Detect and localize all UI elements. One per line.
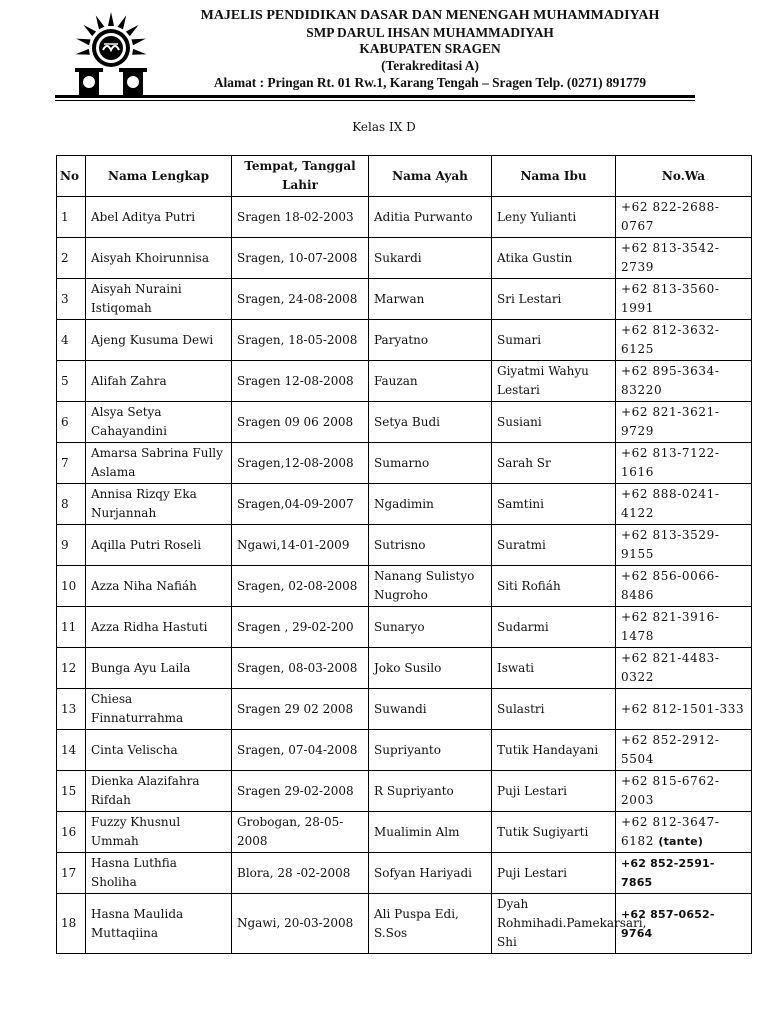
cell-no-text: 6 — [61, 414, 69, 429]
cell-birth — [232, 279, 369, 320]
cell-name-text: Amarsa Sabrina Fully Aslama — [91, 446, 223, 479]
cell-whatsapp-text: +62 856-0066-8486 — [621, 569, 720, 602]
cell-whatsapp-text: +62 821-4483-0322 — [621, 651, 720, 684]
cell-name — [86, 443, 232, 484]
cell-whatsapp-text: +62 813-3560-1991 — [621, 282, 720, 315]
cell-whatsapp — [616, 279, 752, 320]
cell-birth — [232, 320, 369, 361]
cell-no-text: 11 — [61, 619, 77, 634]
cell-no — [57, 689, 86, 730]
cell-name-text: Cinta Velischa — [91, 742, 178, 757]
cell-mother — [492, 484, 616, 525]
cell-name-text: Aisyah Khoirunnisa — [91, 250, 209, 265]
cell-mother-text: Samtini — [497, 496, 544, 511]
cell-no — [57, 730, 86, 771]
cell-no — [57, 853, 86, 894]
cell-father — [369, 443, 492, 484]
cell-whatsapp — [616, 197, 752, 238]
cell-no-text: 9 — [61, 537, 69, 552]
header-birth: Tempat, Tanggal Lahir — [232, 156, 369, 197]
cell-father-text: Sutrisno — [374, 537, 426, 552]
cell-birth — [232, 484, 369, 525]
header-name: Nama Lengkap — [86, 156, 232, 197]
class-title: Kelas IX D — [352, 120, 416, 134]
cell-father — [369, 279, 492, 320]
cell-father — [369, 894, 492, 954]
cell-father — [369, 853, 492, 894]
cell-birth — [232, 894, 369, 954]
table-row — [57, 238, 752, 279]
cell-birth-text: Ngawi, 20-03-2008 — [237, 916, 354, 930]
cell-whatsapp — [616, 238, 752, 279]
cell-birth — [232, 238, 369, 279]
table-row — [57, 689, 752, 730]
cell-father-text: Paryatno — [374, 332, 429, 347]
cell-whatsapp — [616, 648, 752, 689]
cell-father-text: Joko Susilo — [374, 660, 442, 675]
cell-mother-text: Dyah Rohmihadi.Pamekarsari, Shi — [497, 897, 647, 949]
cell-birth — [232, 730, 369, 771]
header-no: No — [57, 156, 86, 197]
cell-father-text: Supriyanto — [374, 742, 441, 757]
cell-no — [57, 320, 86, 361]
cell-name-text: Alifah Zahra — [91, 373, 167, 388]
cell-mother-text: Leny Yulianti — [497, 209, 577, 224]
cell-father-text: Setya Budi — [374, 414, 440, 429]
cell-mother — [492, 894, 647, 954]
cell-birth-text: Sragen , 29-02-200 — [237, 619, 354, 634]
cell-mother — [492, 689, 616, 730]
cell-father — [369, 730, 492, 771]
cell-whatsapp-text: +62 822-2688-0767 — [621, 200, 720, 233]
cell-birth — [232, 566, 369, 607]
cell-name-text: Dienka Alazifahra Rifdah — [91, 774, 200, 807]
cell-father — [369, 361, 492, 402]
cell-no — [57, 894, 86, 954]
cell-father-text: Ngadimin — [374, 496, 434, 511]
cell-whatsapp-text: +62 812-3647-6182 — [621, 815, 720, 848]
cell-whatsapp-text: +62 852-2912-5504 — [621, 733, 720, 766]
cell-birth-text: Sragen, 08-03-2008 — [237, 660, 358, 675]
cell-mother-text: Sarah Sr — [497, 455, 551, 470]
cell-no-text: 4 — [61, 332, 69, 347]
cell-father-text: Mualimin Alm — [374, 824, 460, 839]
cell-no — [57, 566, 86, 607]
cell-whatsapp — [616, 484, 752, 525]
cell-name-text: Bunga Ayu Laila — [91, 660, 191, 675]
cell-birth-text: Sragen, 07-04-2008 — [237, 742, 358, 757]
cell-no — [57, 525, 86, 566]
cell-father — [369, 238, 492, 279]
cell-father-text: Nanang Sulistyo Nugroho — [374, 569, 475, 602]
cell-birth — [232, 361, 369, 402]
cell-name — [86, 197, 232, 238]
cell-no-text: 12 — [61, 660, 77, 675]
cell-birth-text: Ngawi,14-01-2009 — [237, 537, 350, 552]
cell-name — [86, 484, 232, 525]
cell-birth — [232, 812, 369, 853]
cell-whatsapp — [616, 894, 752, 954]
table-row — [57, 279, 752, 320]
cell-name — [86, 689, 232, 730]
cell-whatsapp — [616, 853, 752, 894]
cell-birth — [232, 402, 369, 443]
cell-name-text: Azza Ridha Hastuti — [91, 619, 208, 634]
header-regency: KABUPATEN SRAGEN — [359, 41, 501, 56]
cell-name — [86, 238, 232, 279]
cell-birth — [232, 648, 369, 689]
cell-birth-text: Sragen 29-02-2008 — [237, 783, 354, 798]
cell-birth-text: Sragen, 02-08-2008 — [237, 578, 358, 593]
cell-whatsapp — [616, 689, 752, 730]
cell-birth-text: Sragen 12-08-2008 — [237, 373, 354, 388]
table-row — [57, 320, 752, 361]
cell-mother-text: Sumari — [497, 332, 542, 347]
cell-mother-text: Sudarmi — [497, 619, 549, 634]
cell-name — [86, 812, 232, 853]
table-row — [57, 197, 752, 238]
cell-birth-text: Sragen, 18-05-2008 — [237, 332, 358, 347]
cell-mother-text: Tutik Sugiyarti — [497, 824, 589, 839]
cell-whatsapp-text: +62 815-6762-2003 — [621, 774, 720, 807]
student-table — [56, 155, 752, 954]
table-row — [57, 894, 752, 954]
header-accreditation: (Terakreditasi A) — [381, 58, 479, 73]
cell-mother — [492, 648, 616, 689]
cell-no — [57, 238, 86, 279]
cell-mother — [492, 320, 616, 361]
table-row — [57, 402, 752, 443]
cell-no-text: 8 — [61, 496, 69, 511]
cell-name — [86, 566, 232, 607]
cell-no-text: 15 — [61, 783, 77, 798]
cell-birth — [232, 689, 369, 730]
table-row — [57, 812, 752, 853]
cell-name-text: Chiesa Finnaturrahma — [91, 692, 184, 725]
cell-name — [86, 320, 232, 361]
cell-birth-text: Sragen 18-02-2003 — [237, 209, 354, 224]
cell-father — [369, 771, 492, 812]
cell-birth — [232, 853, 369, 894]
cell-name — [86, 894, 232, 954]
cell-name — [86, 361, 232, 402]
header-address: Alamat : Pringan Rt. 01 Rw.1, Karang Tengah – Sragen Telp. (0271) 891779 — [213, 75, 647, 90]
cell-whatsapp — [616, 730, 752, 771]
cell-name-text: Abel Aditya Putri — [91, 209, 196, 224]
cell-father-text: Ali Puspa Edi, S.Sos — [374, 906, 459, 940]
cell-no — [57, 361, 86, 402]
table-body — [57, 197, 752, 954]
cell-mother — [492, 402, 616, 443]
cell-mother-text: Sri Lestari — [497, 291, 562, 306]
cell-mother — [492, 525, 616, 566]
cell-whatsapp — [616, 771, 752, 812]
cell-no-text: 5 — [61, 373, 69, 388]
cell-name-text: Fuzzy Khusnul Ummah — [91, 815, 181, 848]
cell-whatsapp-text: +62 813-3542-2739 — [621, 241, 720, 274]
cell-no-text: 18 — [61, 916, 77, 930]
cell-birth — [232, 607, 369, 648]
cell-whatsapp — [616, 361, 752, 402]
cell-whatsapp — [616, 402, 752, 443]
cell-mother-text: Siti Rofiáh — [497, 578, 561, 593]
cell-no-text: 13 — [61, 701, 77, 716]
table-row — [57, 853, 752, 894]
cell-mother-text: Tutik Handayani — [497, 742, 599, 757]
cell-mother — [492, 361, 616, 402]
cell-name — [86, 279, 232, 320]
cell-whatsapp-text: +62 888-0241-4122 — [621, 487, 720, 520]
cell-no — [57, 771, 86, 812]
cell-whatsapp — [616, 525, 752, 566]
cell-whatsapp-text: +62 895-3634-83220 — [621, 364, 720, 397]
cell-whatsapp-text: +62 857-0652-9764 — [621, 907, 715, 940]
cell-father-text: Sumarno — [374, 455, 430, 470]
cell-birth-text: Sragen,04-09-2007 — [237, 496, 354, 511]
cell-father — [369, 689, 492, 730]
cell-no-text: 10 — [61, 578, 77, 593]
cell-father — [369, 402, 492, 443]
cell-birth-text: Sragen 09 06 2008 — [237, 414, 354, 429]
cell-name-text: Ajeng Kusuma Dewi — [91, 332, 214, 347]
cell-no — [57, 607, 86, 648]
cell-name — [86, 648, 232, 689]
table-row — [57, 484, 752, 525]
cell-mother — [492, 279, 616, 320]
cell-whatsapp-text: +62 821-3916-1478 — [621, 610, 720, 643]
cell-mother-text: Giyatmi Wahyu Lestari — [497, 364, 589, 397]
cell-whatsapp-text: +62 812-3632-6125 — [621, 323, 720, 356]
cell-whatsapp — [616, 320, 752, 361]
table-header-row — [57, 156, 752, 197]
cell-father — [369, 566, 492, 607]
cell-mother-text: Atika Gustin — [497, 250, 573, 265]
cell-birth — [232, 197, 369, 238]
header-father: Nama Ayah — [369, 156, 492, 197]
cell-mother — [492, 238, 616, 279]
cell-name-text: Azza Niha Nafiáh — [91, 578, 197, 593]
cell-whatsapp-text: +62 852-2591-7865 — [621, 857, 715, 889]
cell-name — [86, 607, 232, 648]
cell-name-text: Aqilla Putri Roseli — [91, 537, 202, 552]
cell-no — [57, 279, 86, 320]
cell-name — [86, 771, 232, 812]
header-organization: MAJELIS PENDIDIKAN DASAR DAN MENENGAH MUHAMMADIYAH — [200, 8, 660, 23]
whatsapp-note: (tante) — [658, 835, 704, 848]
cell-father-text: Aditia Purwanto — [374, 209, 473, 224]
cell-birth-text: Sragen, 24-08-2008 — [237, 291, 358, 306]
cell-name — [86, 525, 232, 566]
cell-father-text: Sukardi — [374, 250, 422, 265]
cell-no — [57, 648, 86, 689]
cell-birth-text: Blora, 28 -02-2008 — [237, 865, 351, 880]
cell-whatsapp-text: +62 812-1501-333 — [621, 701, 745, 716]
cell-father — [369, 648, 492, 689]
cell-father — [369, 320, 492, 361]
header-whatsapp: No.Wa — [616, 156, 752, 197]
cell-whatsapp — [616, 812, 752, 853]
header-rule-thick — [55, 95, 695, 98]
cell-father — [369, 607, 492, 648]
cell-mother — [492, 730, 616, 771]
cell-no-text: 2 — [61, 250, 69, 265]
cell-father-text: R Supriyanto — [374, 783, 454, 798]
cell-name — [86, 730, 232, 771]
cell-no — [57, 197, 86, 238]
cell-mother-text: Iswati — [497, 660, 534, 675]
cell-birth-text: Grobogan, 28-05-2008 — [237, 815, 344, 848]
cell-birth — [232, 771, 369, 812]
cell-name-text: Hasna Luthfia Sholiha — [91, 856, 177, 889]
cell-no-text: 7 — [61, 455, 69, 470]
table-row — [57, 648, 752, 689]
cell-birth — [232, 443, 369, 484]
header-mother: Nama Ibu — [492, 156, 616, 197]
cell-whatsapp — [616, 607, 752, 648]
cell-no-text: 17 — [61, 865, 77, 880]
table-row — [57, 771, 752, 812]
cell-name — [86, 853, 232, 894]
cell-name-text: Alsya Setya Cahayandini — [91, 405, 167, 438]
cell-no — [57, 443, 86, 484]
cell-no — [57, 812, 86, 853]
cell-name-text: Annisa Rizqy Eka Nurjannah — [91, 487, 197, 520]
cell-birth-text: Sragen, 10-07-2008 — [237, 250, 358, 265]
header-school-name: SMP DARUL IHSAN MUHAMMADIYAH — [306, 25, 554, 40]
cell-father-text: Sunaryo — [374, 619, 425, 634]
cell-name — [86, 402, 232, 443]
cell-mother-text: Puji Lestari — [497, 865, 567, 880]
cell-father — [369, 197, 492, 238]
table-row — [57, 443, 752, 484]
cell-name-text: Hasna Maulida Muttaqiina — [91, 906, 184, 940]
table-row — [57, 566, 752, 607]
cell-mother — [492, 197, 616, 238]
cell-birth-text: Sragen,12-08-2008 — [237, 455, 354, 470]
cell-mother-text: Suratmi — [497, 537, 546, 552]
cell-father-text: Fauzan — [374, 373, 418, 388]
cell-father — [369, 812, 492, 853]
cell-birth-text: Sragen 29 02 2008 — [237, 701, 354, 716]
cell-father — [369, 484, 492, 525]
table-row — [57, 361, 752, 402]
cell-no-text: 16 — [61, 824, 77, 839]
cell-mother — [492, 607, 616, 648]
cell-whatsapp — [616, 443, 752, 484]
table-row — [57, 730, 752, 771]
cell-father — [369, 525, 492, 566]
cell-no — [57, 484, 86, 525]
cell-father-text: Suwandi — [374, 701, 427, 716]
header-rule-thin — [55, 100, 695, 101]
cell-mother — [492, 566, 616, 607]
cell-no-text: 14 — [61, 742, 77, 757]
cell-mother — [492, 853, 616, 894]
cell-no-text: 1 — [61, 209, 69, 224]
cell-whatsapp-text: +62 813-7122-1616 — [621, 446, 720, 479]
cell-name-text: Aisyah Nuraini Istiqomah — [91, 282, 182, 315]
cell-no-text: 3 — [61, 291, 69, 306]
cell-whatsapp-text: +62 813-3529-9155 — [621, 528, 720, 561]
cell-father-text: Marwan — [374, 291, 425, 306]
cell-no — [57, 402, 86, 443]
cell-mother-text: Puji Lestari — [497, 783, 567, 798]
cell-mother — [492, 771, 616, 812]
table-row — [57, 525, 752, 566]
cell-whatsapp-text: +62 821-3621-9729 — [621, 405, 720, 438]
cell-father-text: Sofyan Hariyadi — [374, 865, 473, 880]
cell-birth — [232, 525, 369, 566]
table-row — [57, 607, 752, 648]
cell-mother-text: Susiani — [497, 414, 542, 429]
cell-mother — [492, 443, 616, 484]
cell-mother — [492, 812, 616, 853]
cell-whatsapp — [616, 566, 752, 607]
cell-mother-text: Sulastri — [497, 701, 545, 716]
